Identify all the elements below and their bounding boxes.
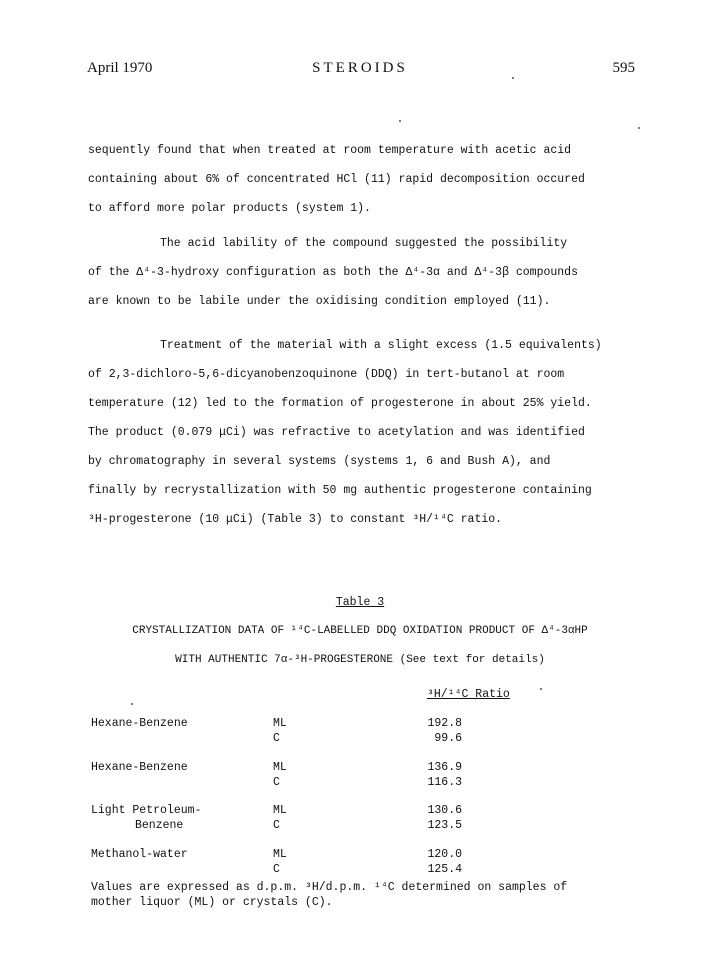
body-text-line: to afford more polar products (system 1). xyxy=(88,202,371,215)
table-label xyxy=(0,596,720,609)
table-footnote-line1: Values are expressed as d.p.m. ³H/d.p.m. ¹⁴C determined on samples of xyxy=(91,881,568,894)
table-cell-value: 130.6 xyxy=(427,804,462,817)
table-cell-value: 136.9 xyxy=(427,761,462,774)
table-label-text: Table 3 xyxy=(335,596,385,609)
body-text-line: of the Δ⁴-3-hydroxy configuration as both the Δ⁴-3α and Δ⁴-3β compounds xyxy=(88,266,578,279)
table-cell-solvent: Methanol-water xyxy=(91,848,188,861)
table-cell-type: C xyxy=(273,819,280,832)
header-journal: STEROIDS xyxy=(312,60,408,76)
body-text-line: temperature (12) led to the formation of progesterone in about 25% yield. xyxy=(88,397,592,410)
body-text-line: by chromatography in several systems (systems 1, 6 and Bush A), and xyxy=(88,455,551,468)
speck xyxy=(131,703,133,705)
body-text-line: The acid lability of the compound suggested the possibility xyxy=(160,237,568,250)
speck xyxy=(540,688,542,690)
table-caption-line1: CRYSTALLIZATION DATA OF ¹⁴C-LABELLED DDQ OXIDATION PRODUCT OF Δ⁴-3αHP xyxy=(132,625,588,637)
table-cell-type: ML xyxy=(273,848,287,861)
table-cell-type: C xyxy=(273,776,280,789)
table-cell-type: ML xyxy=(273,761,287,774)
speck xyxy=(638,127,640,129)
body-text-line: of 2,3-dichloro-5,6-dicyanobenzoquinone (DDQ) in tert-butanol at room xyxy=(88,368,565,381)
body-text-line: The product (0.079 μCi) was refractive to acetylation and was identified xyxy=(88,426,585,439)
body-text-line: containing about 6% of concentrated HCl (11) rapid decomposition occured xyxy=(88,173,585,186)
table-cell-value: 125.4 xyxy=(427,863,462,876)
table-column-header: ³H/¹⁴C Ratio xyxy=(427,688,510,701)
header-date: April 1970 xyxy=(87,60,153,76)
table-cell-type: ML xyxy=(273,804,287,817)
body-text-line: ³H-progesterone (10 μCi) (Table 3) to constant ³H/¹⁴C ratio. xyxy=(88,513,503,526)
table-cell-solvent-continued: Benzene xyxy=(135,819,184,832)
table-cell-type: C xyxy=(273,863,280,876)
speck xyxy=(512,77,514,79)
speck xyxy=(399,120,401,122)
table-caption-line2: WITH AUTHENTIC 7α-³H-PROGESTERONE (See text for details) xyxy=(175,654,545,666)
table-footnote-line2: mother liquor (ML) or crystals (C). xyxy=(91,896,333,909)
table-cell-solvent: Hexane-Benzene xyxy=(91,717,188,730)
body-text-line: Treatment of the material with a slight excess (1.5 equivalents) xyxy=(160,339,602,352)
body-text-line: finally by recrystallization with 50 mg authentic progesterone containing xyxy=(88,484,592,497)
table-cell-value: 116.3 xyxy=(427,776,462,789)
body-text-line: sequently found that when treated at room temperature with acetic acid xyxy=(88,144,572,157)
table-cell-value: 120.0 xyxy=(427,848,462,861)
table-cell-type: C xyxy=(273,732,280,745)
body-text-line: are known to be labile under the oxidising condition employed (11). xyxy=(88,295,551,308)
table-cell-solvent: Hexane-Benzene xyxy=(91,761,188,774)
table-cell-type: ML xyxy=(273,717,287,730)
table-cell-value: 123.5 xyxy=(427,819,462,832)
table-cell-value: 99.6 xyxy=(434,732,462,745)
table-cell-value: 192.8 xyxy=(427,717,462,730)
header-page-number: 595 xyxy=(612,60,635,76)
table-cell-solvent: Light Petroleum- xyxy=(91,804,202,817)
